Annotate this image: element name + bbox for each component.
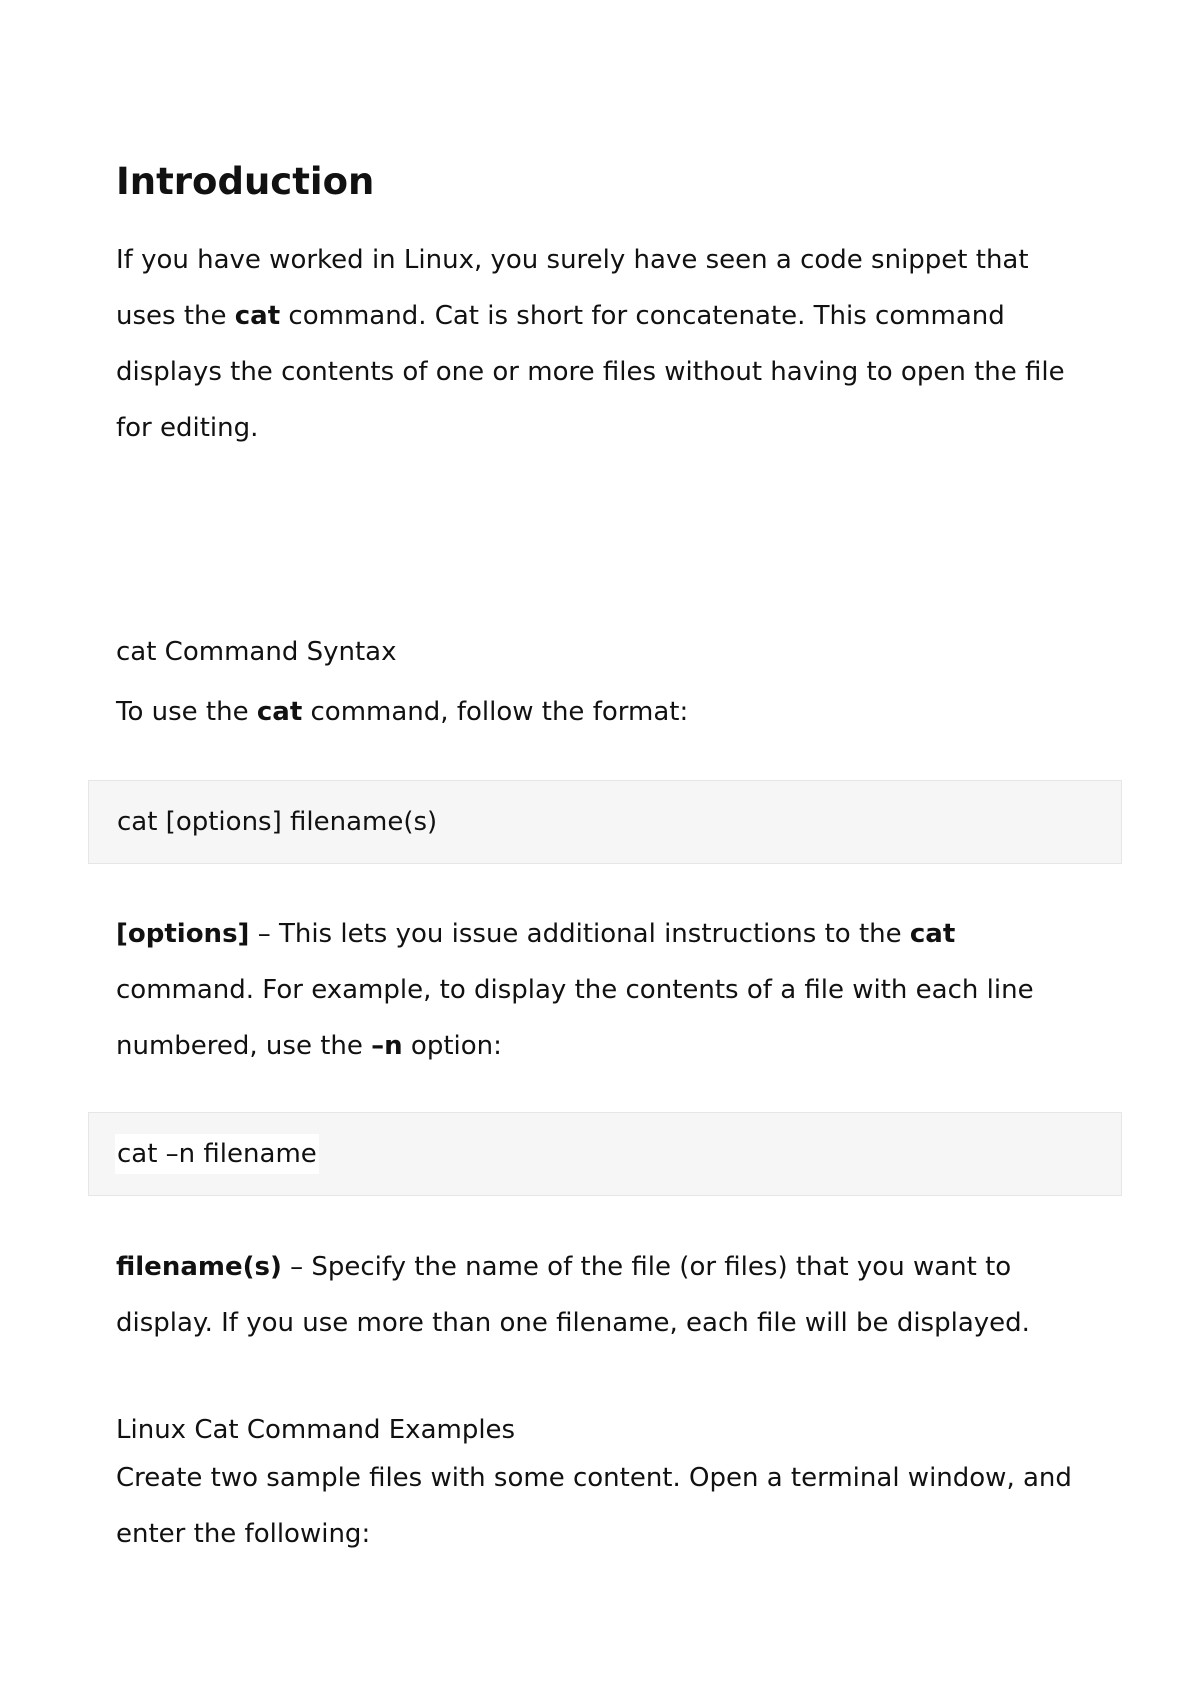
filename-text: – Specify the name of the file (or files) that you want to display. If you use more than one filename, each file will be displayed. (116, 1252, 1030, 1338)
intro-text-end: command. Cat is short for concatenate. This command displays the contents of one or more files without having to open the file for editing. (116, 301, 1065, 443)
filename-paragraph (116, 1239, 1096, 1351)
code-n-text: cat –n filename (115, 1134, 319, 1174)
options-text-3: option: (402, 1031, 502, 1061)
intro-paragraph (116, 232, 1096, 456)
syntax-heading: cat Command Syntax (116, 637, 397, 667)
code-syntax-text: cat [options] filename(s) (117, 807, 438, 837)
syntax-paragraph (116, 684, 1096, 740)
options-n-flag: –n (371, 1031, 403, 1061)
syntax-cat-keyword: cat (256, 697, 303, 727)
code-block-number-lines[interactable] (88, 1112, 1122, 1196)
options-text-1: – This lets you issue additional instructions to the (249, 919, 910, 949)
options-term: [options] (116, 919, 250, 949)
intro-cat-keyword: cat (234, 301, 281, 331)
syntax-text-end: command, follow the format: (302, 697, 689, 727)
code-block-syntax[interactable] (88, 780, 1122, 864)
examples-heading: Linux Cat Command Examples (116, 1415, 516, 1445)
options-cat-keyword: cat (909, 919, 956, 949)
examples-paragraph: Create two sample files with some content. Open a terminal window, and enter the following: (116, 1463, 1072, 1549)
options-text-2: command. For example, to display the contents of a file with each line numbered, use the (116, 975, 1034, 1061)
syntax-text-start: To use the (116, 697, 257, 727)
page-title: Introduction (116, 160, 375, 203)
intro-text-start: If you have worked in Linux, you surely have seen a code snippet that uses the (116, 245, 1029, 331)
options-paragraph (116, 906, 1096, 1074)
filename-term: filename(s) (116, 1252, 282, 1282)
